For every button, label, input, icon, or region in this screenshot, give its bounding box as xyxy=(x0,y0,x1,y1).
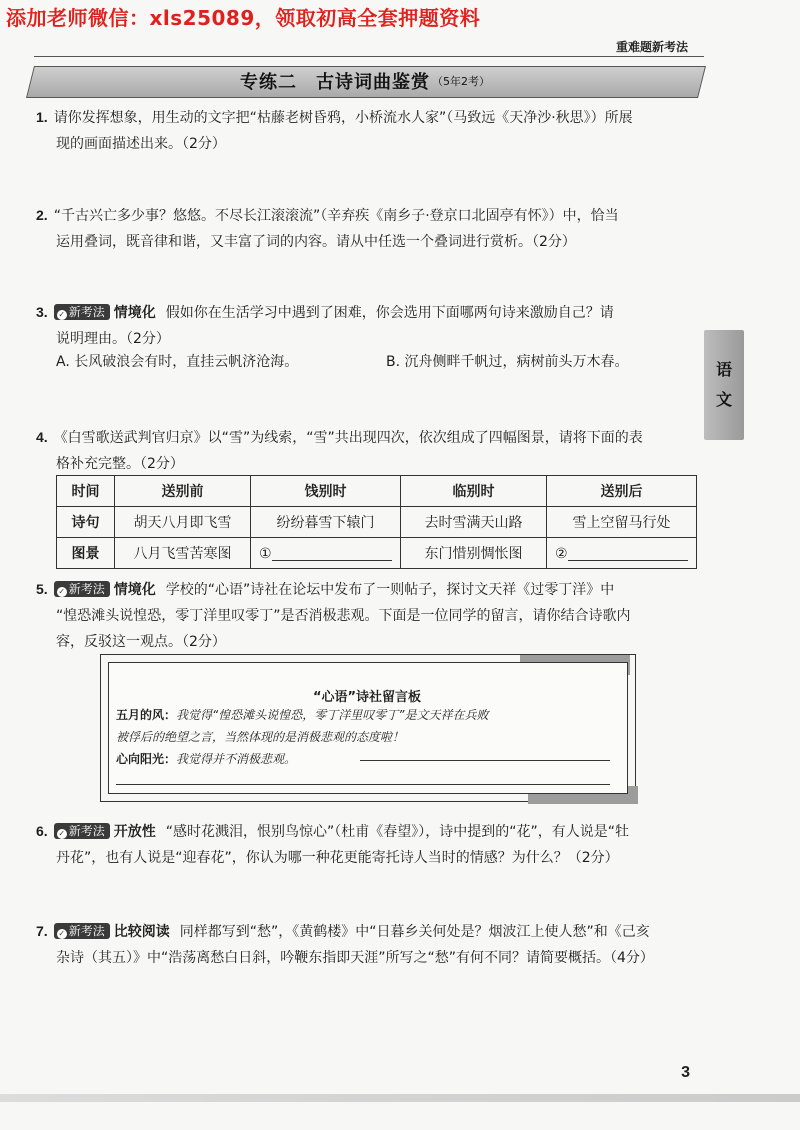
question-3-options xyxy=(56,349,696,375)
badge-label: 新考法 xyxy=(68,924,105,938)
question-tag: 比较阅读 xyxy=(113,924,170,940)
question-text-cont: “惶恐滩头说惶恐，零丁洋里叹零丁”是否消极悲观。下面是一位同学的留言，请你结合诗歌内 xyxy=(56,608,631,624)
message-1 xyxy=(116,704,616,726)
table-cell: 图景 xyxy=(57,538,115,569)
blank-marker: ② xyxy=(555,546,568,562)
table-header-cell: 送别前 xyxy=(115,476,251,507)
question-number: 3. xyxy=(36,304,48,320)
message-board-title: “心语”诗社留言板 xyxy=(312,690,422,705)
snow-scene-table xyxy=(56,475,697,569)
badge-label: 新考法 xyxy=(68,305,105,319)
question-number: 5. xyxy=(36,581,48,597)
table-header-cell: 时间 xyxy=(57,476,115,507)
table-header-row xyxy=(57,476,697,507)
message-text: 我觉得并不消极悲观。 xyxy=(176,752,297,766)
question-tag: 开放性 xyxy=(113,824,156,840)
question-tag: 情境化 xyxy=(113,582,156,598)
answer-line xyxy=(360,760,610,761)
table-header-cell: 饯别时 xyxy=(251,476,401,507)
question-text-cont: 运用叠词，既音律和谐，又丰富了词的内容。请从中任选一个叠词进行赏析。（2分） xyxy=(56,234,576,250)
question-text-cont: 说明理由。（2分） xyxy=(56,331,170,347)
question-5 xyxy=(36,576,686,655)
section-count: （5年2考） xyxy=(432,75,490,88)
badge-label: 新考法 xyxy=(68,582,105,596)
question-number: 1. xyxy=(36,109,48,125)
table-cell: 去时雪满天山路 xyxy=(401,507,547,538)
check-badge-icon: ✓ xyxy=(58,929,66,938)
question-text: 假如你在生活学习中遇到了困难，你会选用下面哪两句诗来激励自己？请 xyxy=(165,305,614,321)
header-label: 重难题新考法 xyxy=(615,40,688,54)
table-row xyxy=(57,538,697,569)
answer-blank xyxy=(568,544,688,561)
subject-side-tab xyxy=(704,330,744,440)
table-cell: 诗句 xyxy=(57,507,115,538)
side-tab-char-1: 语 xyxy=(715,360,732,379)
badge-label: 新考法 xyxy=(68,824,105,838)
message-1-cont: 被俘后的绝望之言，当然体现的是消极悲观的态度啦！ xyxy=(116,730,405,744)
table-header-cell: 临别时 xyxy=(401,476,547,507)
watermark-text: 添加老师微信：xls25089，领取初高全套押题资料 xyxy=(6,6,481,30)
message-author: 心向阳光： xyxy=(116,752,177,766)
question-number: 4. xyxy=(36,429,48,445)
question-6 xyxy=(36,818,686,871)
question-text-cont: 丹花”，也有人说是“迎春花”，你认为哪一种花更能寄托诗人当时的情感？为什么？（2分） xyxy=(56,850,619,866)
question-2 xyxy=(36,202,686,255)
question-tag: 情境化 xyxy=(113,305,156,321)
table-cell-answer-blank xyxy=(251,538,401,569)
question-number: 7. xyxy=(36,923,48,939)
option-b: B. 沉舟侧畔千帆过，病树前头万木春。 xyxy=(386,354,629,370)
question-text-cont: 格补充完整。（2分） xyxy=(56,456,184,472)
question-3 xyxy=(36,299,686,352)
page-bottom-edge xyxy=(0,1094,800,1102)
question-text-cont: 杂诗（其五）》中“浩荡离愁白日斜，吟鞭东指即天涯”所写之“愁”有何不同？请简要概括。（4分） xyxy=(56,950,654,966)
answer-line xyxy=(116,784,610,785)
section-title xyxy=(30,66,700,96)
page-number: 3 xyxy=(681,1064,690,1081)
table-row xyxy=(57,507,697,538)
check-badge-icon: ✓ xyxy=(58,310,66,319)
section-title-text: 专练二 古诗词曲鉴赏 xyxy=(240,72,430,93)
option-a: A. 长风破浪会有时，直挂云帆济沧海。 xyxy=(56,354,299,370)
table-cell-answer-blank xyxy=(547,538,697,569)
question-text: 请你发挥想象，用生动的文字把“枯藤老树昏鸦，小桥流水人家”（马致远《天净沙·秋思》）所展 xyxy=(53,110,633,126)
question-1 xyxy=(36,104,686,157)
new-method-badge xyxy=(54,304,110,320)
table-cell: 纷纷暮雪下辕门 xyxy=(251,507,401,538)
side-tab-char-2: 文 xyxy=(715,390,732,409)
question-text-cont: 容，反驳这一观点。（2分） xyxy=(56,634,226,650)
question-number: 6. xyxy=(36,823,48,839)
table-cell: 雪上空留马行处 xyxy=(547,507,697,538)
header-divider xyxy=(34,56,704,57)
check-badge-icon: ✓ xyxy=(58,829,66,838)
question-text: 《白雪歌送武判官归京》以“雪”为线索，“雪”共出现四次，依次组成了四幅图景，请将下面的表 xyxy=(53,430,643,446)
table-header-cell: 送别后 xyxy=(547,476,697,507)
question-4 xyxy=(36,424,686,477)
answer-blank xyxy=(272,544,392,561)
message-2 xyxy=(116,748,616,770)
question-number: 2. xyxy=(36,207,48,223)
new-method-badge xyxy=(54,823,110,839)
table-cell: 胡天八月即飞雪 xyxy=(115,507,251,538)
question-text-cont: 现的画面描述出来。（2分） xyxy=(56,136,226,152)
check-badge-icon: ✓ xyxy=(58,587,66,596)
blank-marker: ① xyxy=(259,546,272,562)
message-author: 五月的风： xyxy=(116,708,177,722)
new-method-badge xyxy=(54,923,110,939)
question-text: 同样都写到“愁”，《黄鹤楼》中“日暮乡关何处是？烟波江上使人愁”和《己亥 xyxy=(179,924,650,940)
question-text: “感时花溅泪，恨别鸟惊心”（杜甫《春望》），诗中提到的“花”，有人说是“牡 xyxy=(165,824,629,840)
table-cell: 八月飞雪苦寒图 xyxy=(115,538,251,569)
question-text: 学校的“心语”诗社在论坛中发布了一则帖子，探讨文天祥《过零丁洋》中 xyxy=(165,582,615,598)
table-cell: 东门惜别惆怅图 xyxy=(401,538,547,569)
question-text: “千古兴亡多少事？悠悠。不尽长江滚滚流”（辛弃疾《南乡子·登京口北固亭有怀》）中，恰当 xyxy=(53,208,619,224)
message-text: 我觉得“惶恐滩头说惶恐，零丁洋里叹零丁”是文天祥在兵败 xyxy=(176,708,489,722)
new-method-badge xyxy=(54,581,110,597)
question-7 xyxy=(36,918,686,971)
